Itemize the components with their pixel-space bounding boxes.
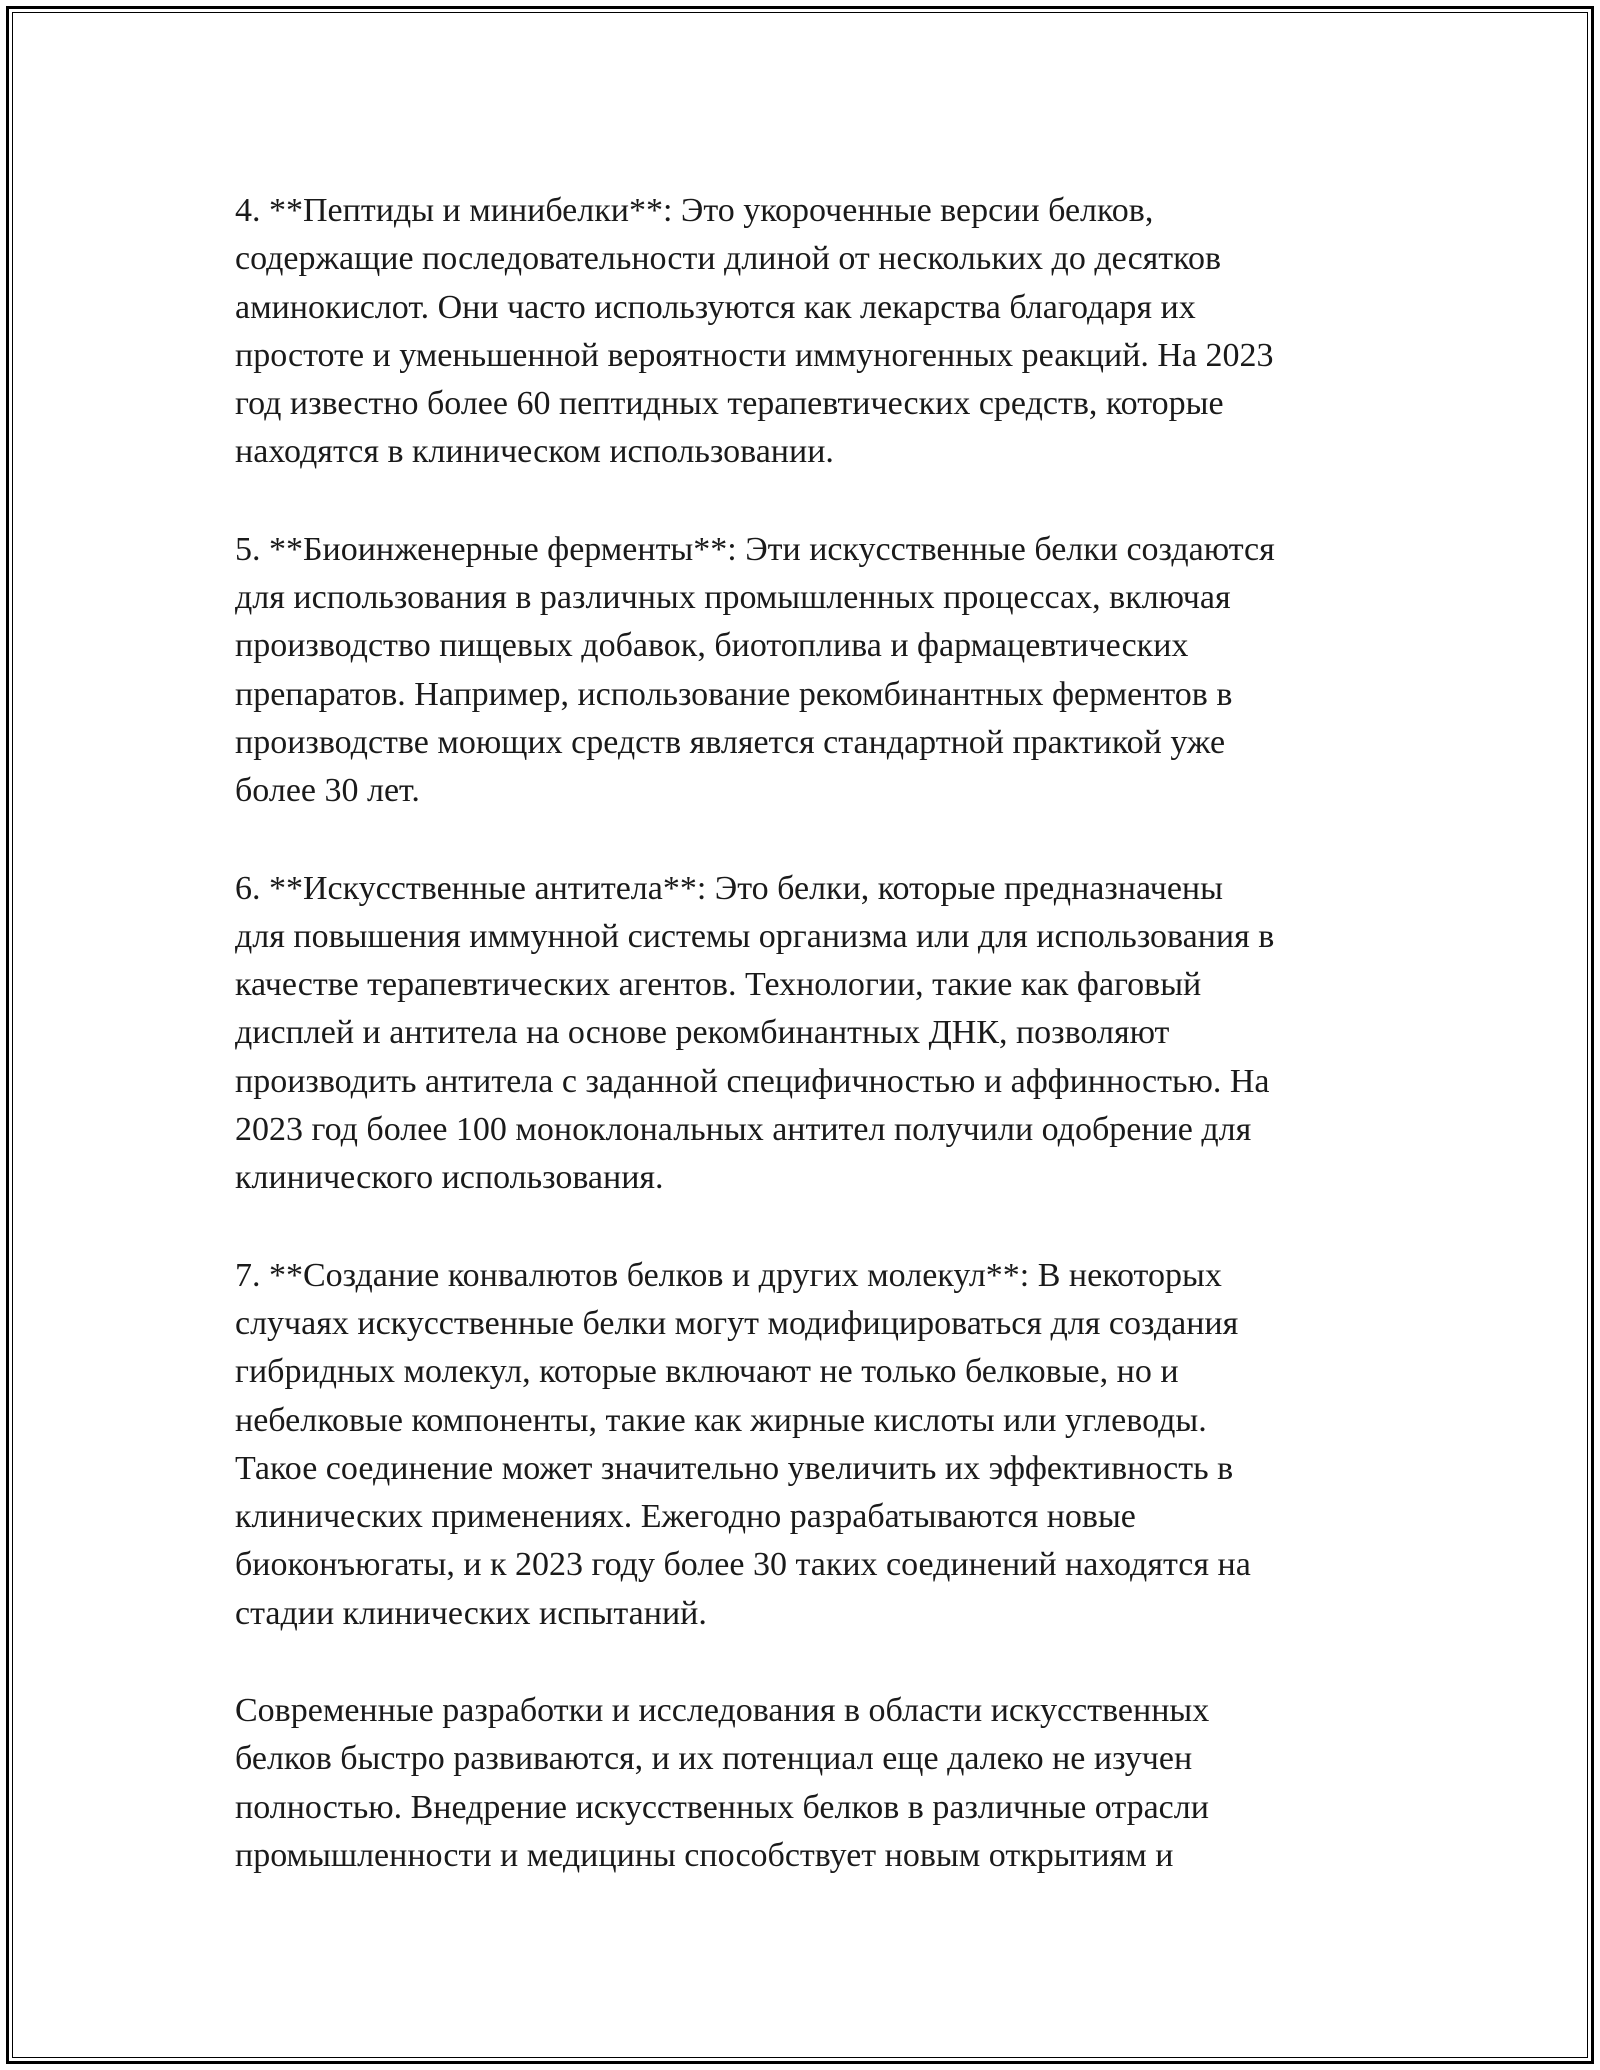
paragraph-conclusion: Современные разработки и исследования в области искусственных белков быстро развиваются, и их потенциал еще далеко не изучен полностью. Внедрение искусственных белков в различные отрасли промышленности и медицины способствует новым открытиям и <box>235 1692 1210 1874</box>
paragraph-bioengineered-enzymes: 5. **Биоинженерные ферменты**: Эти искусственные белки создаются для использования в различных промышленных процессах, включая производство пищевых добавок, биотоплива и фармацевтических препаратов. Например, использование рекомбинантных ферментов в производстве моющих средств является стандартной практикой уже более 30 лет. <box>235 530 1275 810</box>
paragraph-protein-conjugates: 7. **Создание конвалютов белков и других молекул**: В некоторых случаях искусственные белки могут модифицироваться для создания гибридных молекул, которые включают не только белковые, но и небелковые компоненты, такие как жирные кислоты или углеводы. Такое соединение может значительно увеличить их эффективность в клинических применениях. Ежегодно разрабатываются новые биоконъюгаты, и к 2023 году более 30 таких соединений находятся на стадии клинических испытаний. <box>235 1256 1251 1632</box>
paragraph-peptides: 4. **Пептиды и минибелки**: Это укороченные версии белков, содержащие последовательности длиной от нескольких до десятков аминокислот. Они часто используются как лекарства благодаря их простоте и уменьшенной вероятности иммуногенных реакций. На 2023 год известно более 60 пептидных терапевтических средств, которые находятся в клиническом использовании. <box>235 192 1274 471</box>
paragraph-artificial-antibodies: 6. **Искусственные антитела**: Это белки, которые предназначены для повышения иммунной системы организма или для использования в качестве терапевтических агентов. Технологии, такие как фаговый дисплей и антитела на основе рекомбинантных ДНК, позволяют производить антитела с заданной специфичностью и аффинностью. На 2023 год более 100 моноклональных антител получили одобрение для клинического использования. <box>235 869 1275 1197</box>
document-body <box>235 187 1375 1880</box>
